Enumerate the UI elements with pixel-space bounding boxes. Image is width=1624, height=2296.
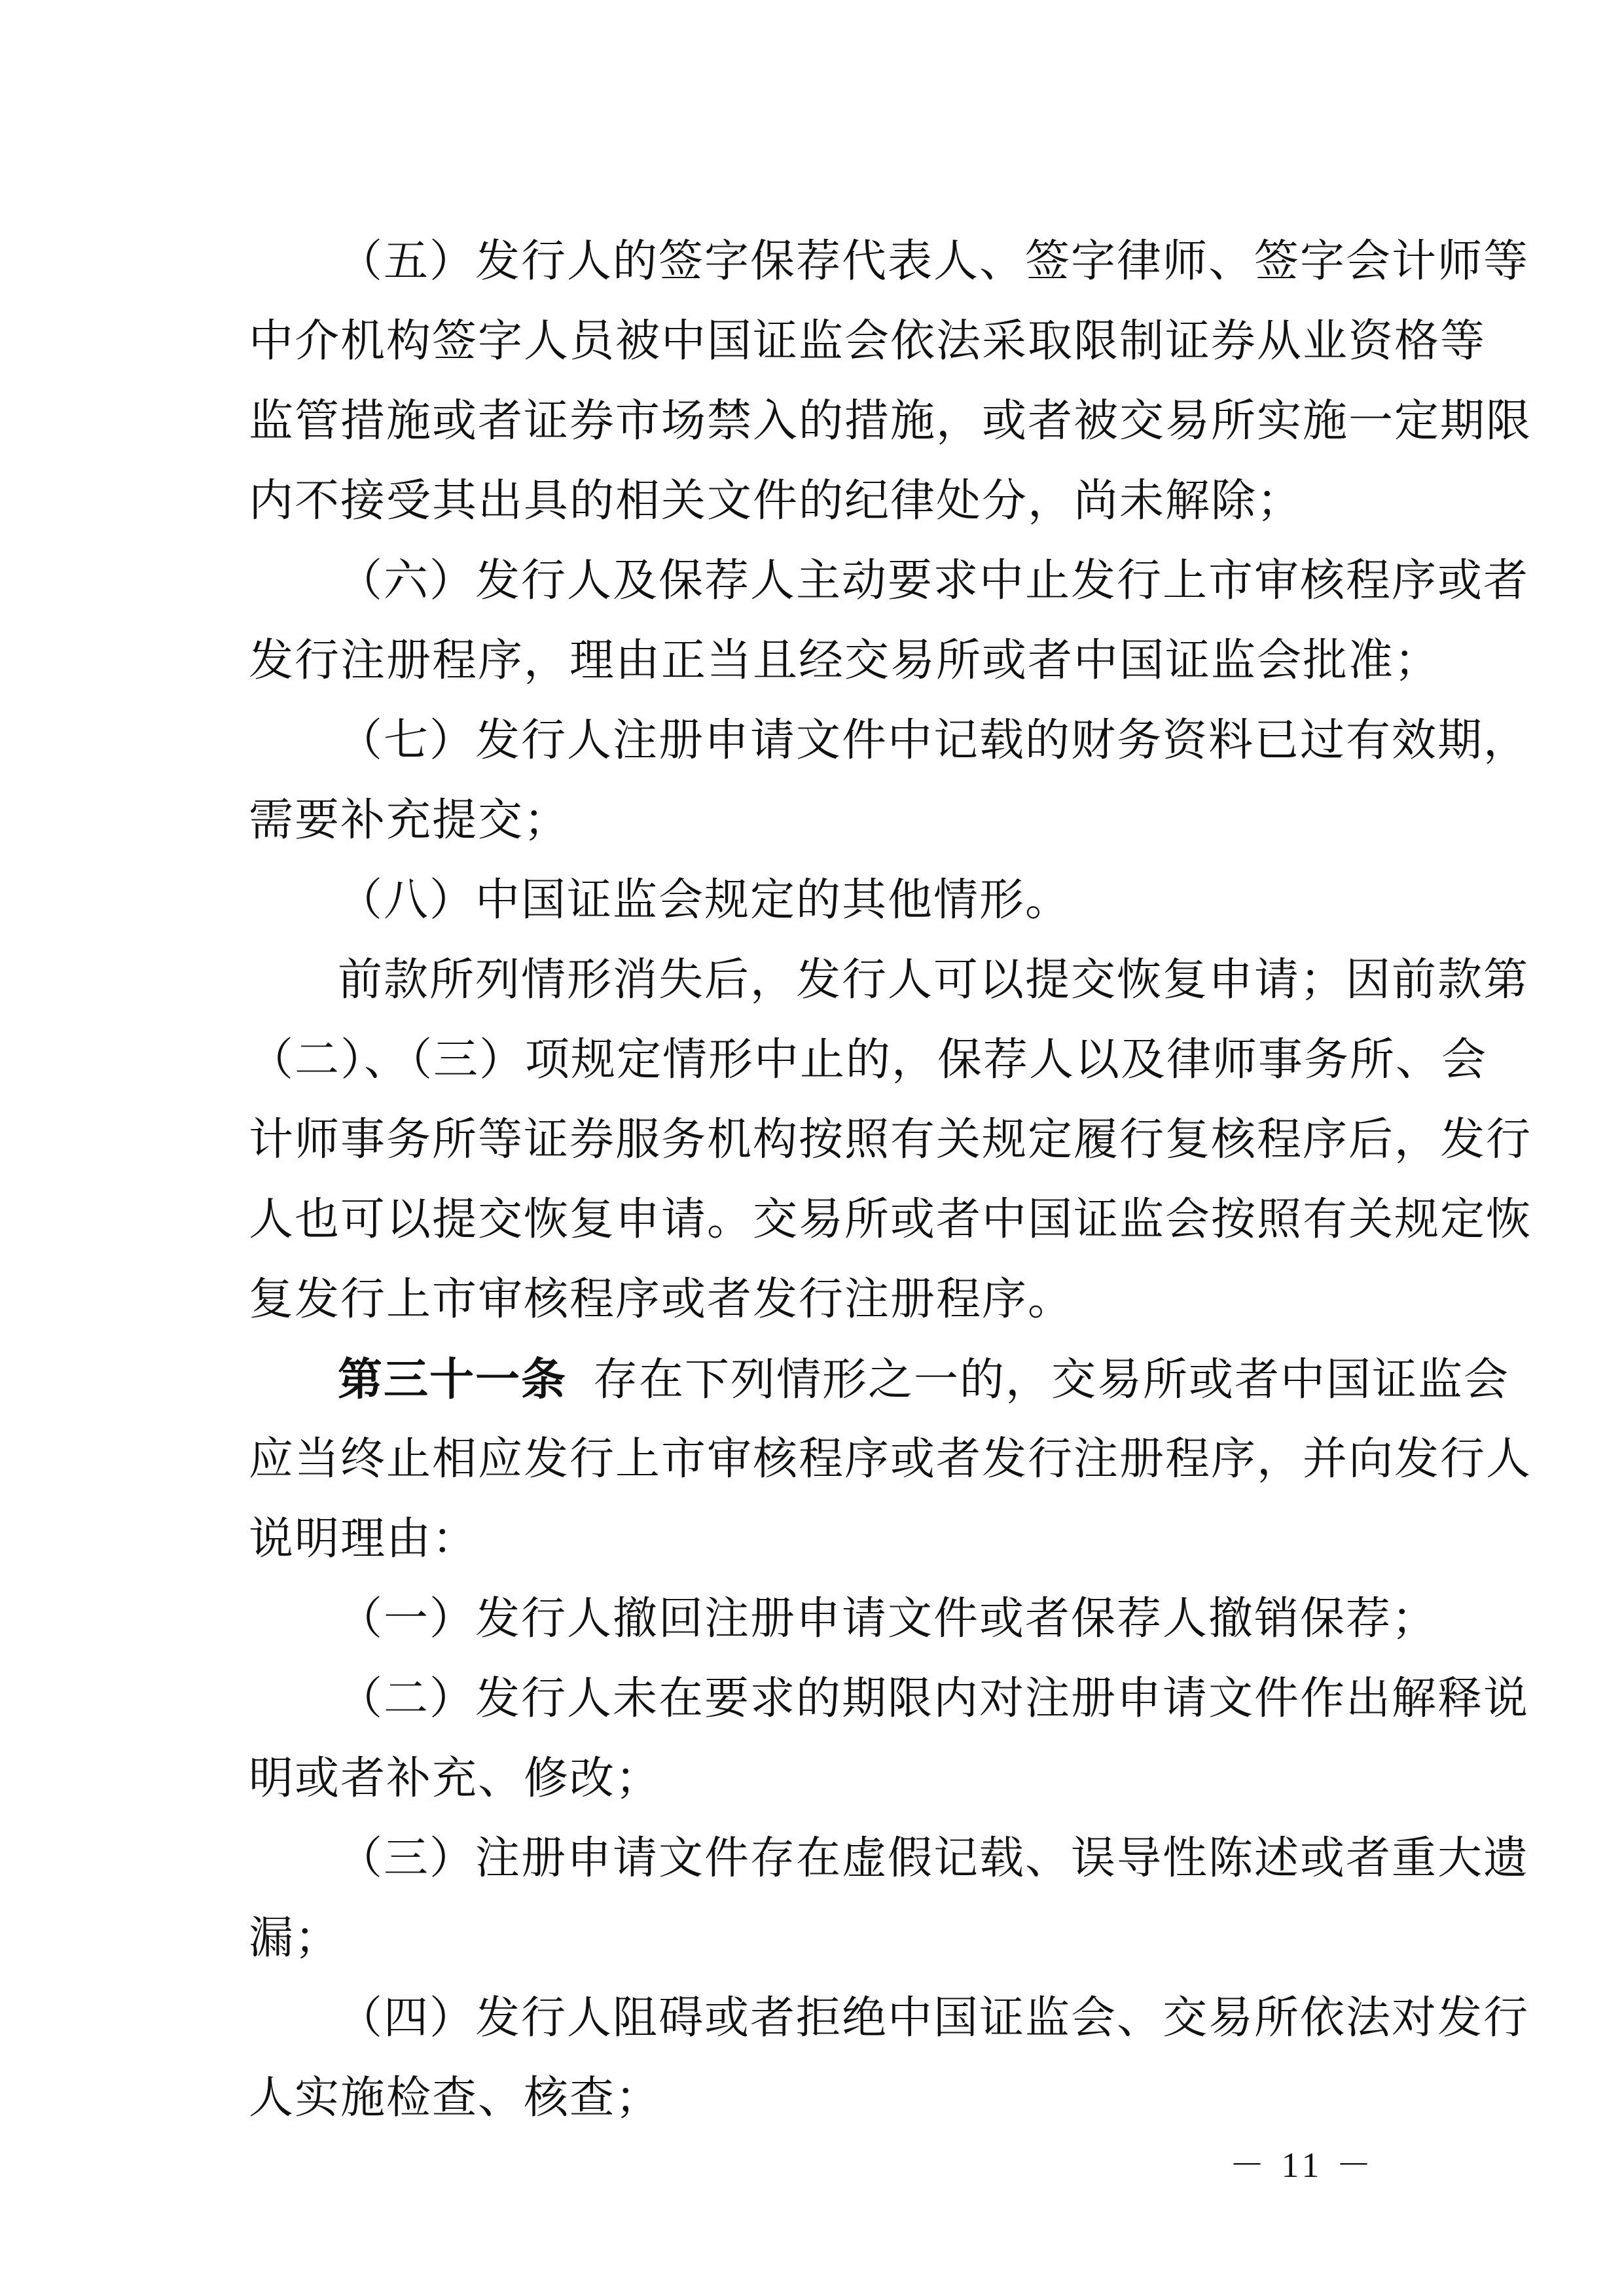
paragraph-line: 明或者补充、修改； xyxy=(249,1753,662,1804)
paragraph-line: （三）注册申请文件存在虚假记载、误导性陈述或者重大遗 xyxy=(338,1833,1530,1884)
paragraph-line: （七）发行人注册申请文件中记载的财务资料已过有效期， xyxy=(338,715,1530,766)
paragraph-line: 人也可以提交恢复申请。交易所或者中国证监会按照有关规定恢 xyxy=(249,1194,1532,1246)
paragraph-line: 发行注册程序，理由正当且经交易所或者中国证监会批准； xyxy=(249,635,1441,687)
paragraph-line: 人实施检查、核查； xyxy=(249,2072,662,2124)
paragraph-line: 内不接受其出具的相关文件的纪律处分，尚未解除； xyxy=(249,475,1303,527)
paragraph-line: 复发行上市审核程序或者发行注册程序。 xyxy=(249,1274,1074,1325)
paragraph-line: （六）发行人及保荐人主动要求中止发行上市审核程序或者 xyxy=(338,555,1530,607)
paragraph-line: 需要补充提交； xyxy=(249,795,570,846)
paragraph-line: 前款所列情形消失后，发行人可以提交恢复申请；因前款第 xyxy=(338,954,1530,1006)
page-number: － 11 － xyxy=(1229,2145,1375,2185)
paragraph-line: （二）发行人未在要求的期限内对注册申请文件作出解释说 xyxy=(338,1673,1530,1725)
paragraph-line: （四）发行人阻碍或者拒绝中国证监会、交易所依法对发行 xyxy=(338,1992,1530,2044)
article-text: 存在下列情形之一的，交易所或者中国证监会 xyxy=(593,1354,1510,1406)
paragraph-line: （八）中国证监会规定的其他情形。 xyxy=(338,874,1072,926)
paragraph-line: （一）发行人撤回注册申请文件或者保荐人撤销保荐； xyxy=(338,1593,1438,1645)
paragraph-line: 中介机构签字人员被中国证监会依法采取限制证券从业资格等 xyxy=(249,315,1487,367)
paragraph-line: 说明理由： xyxy=(249,1513,478,1565)
article-heading: 第三十一条 xyxy=(338,1354,568,1406)
paragraph-line: （五）发行人的签字保荐代表人、签字律师、签字会计师等 xyxy=(338,236,1530,287)
paragraph-line: 应当终止相应发行上市审核程序或者发行注册程序，并向发行人 xyxy=(249,1433,1532,1485)
paragraph-line: 漏； xyxy=(249,1912,341,1964)
paragraph-line: 监管措施或者证券市场禁入的措施，或者被交易所实施一定期限 xyxy=(249,395,1532,447)
article-line xyxy=(338,1334,1510,1426)
paragraph-line: 计师事务所等证券服务机构按照有关规定履行复核程序后，发行 xyxy=(249,1114,1532,1166)
paragraph-line: （二）、（三）项规定情形中止的，保荐人以及律师事务所、会 xyxy=(249,1034,1488,1086)
